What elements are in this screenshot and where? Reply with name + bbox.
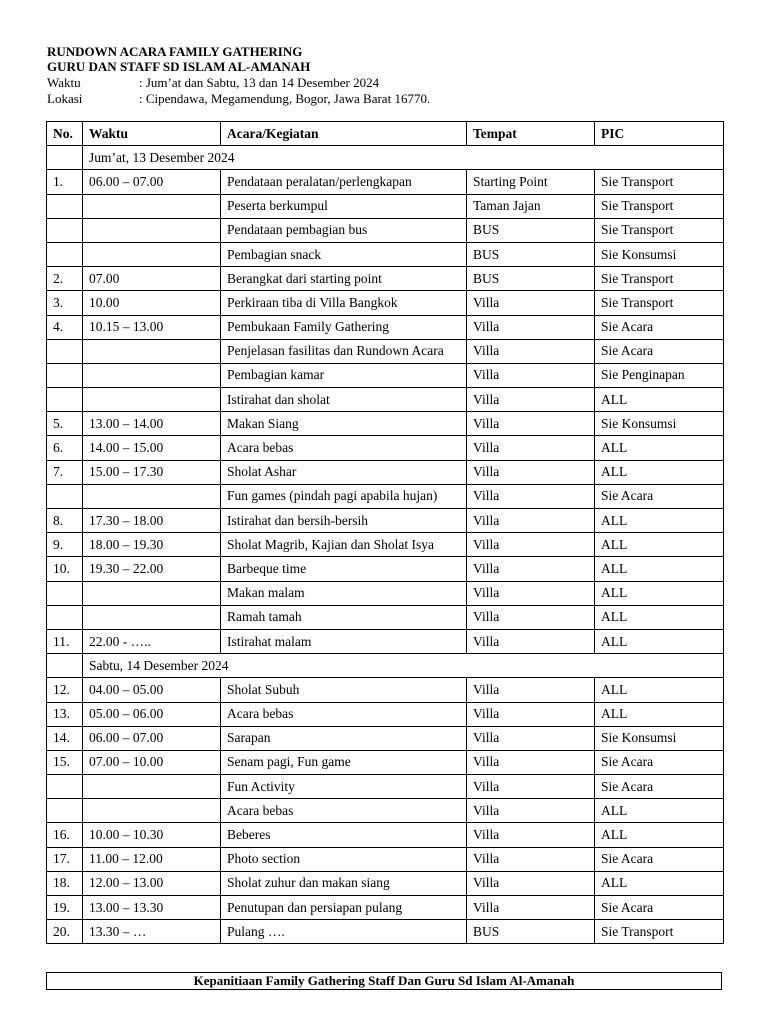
cell-pic: Sie Konsumsi <box>595 242 724 266</box>
cell-pic: ALL <box>595 388 724 412</box>
table-row <box>47 871 724 895</box>
cell-tempat: Villa <box>467 581 595 605</box>
cell-acara: Pembagian snack <box>221 242 467 266</box>
table-row <box>47 484 724 508</box>
cell-acara: Makan malam <box>221 581 467 605</box>
cell-waktu: 07.00 – 10.00 <box>83 750 221 774</box>
cell-pic: Sie Acara <box>595 750 724 774</box>
table-row <box>47 629 724 653</box>
table-row <box>47 242 724 266</box>
cell-no: 14. <box>47 726 83 750</box>
cell-pic: ALL <box>595 823 724 847</box>
header-pic: PIC <box>595 122 724 146</box>
cell-no: 8. <box>47 509 83 533</box>
cell-waktu <box>83 388 221 412</box>
day-spacer-cell <box>47 146 83 170</box>
cell-pic: Sie Acara <box>595 484 724 508</box>
cell-waktu: 14.00 – 15.00 <box>83 436 221 460</box>
footer-committee: Kepanitiaan Family Gathering Staff Dan Guru Sd Islam Al-Amanah <box>46 972 722 990</box>
table-row <box>47 363 724 387</box>
cell-waktu: 04.00 – 05.00 <box>83 678 221 702</box>
cell-acara: Penjelasan fasilitas dan Rundown Acara <box>221 339 467 363</box>
header-tempat: Tempat <box>467 122 595 146</box>
cell-no: 1. <box>47 170 83 194</box>
cell-tempat: Taman Jajan <box>467 194 595 218</box>
cell-acara: Photo section <box>221 847 467 871</box>
cell-no <box>47 242 83 266</box>
header-acara: Acara/Kegiatan <box>221 122 467 146</box>
cell-tempat: Villa <box>467 605 595 629</box>
day-spacer-cell <box>47 654 83 678</box>
cell-tempat: Villa <box>467 678 595 702</box>
meta-waktu-label: Waktu <box>47 75 81 90</box>
cell-pic: ALL <box>595 581 724 605</box>
cell-acara: Peserta berkumpul <box>221 194 467 218</box>
cell-no: 5. <box>47 412 83 436</box>
cell-waktu <box>83 194 221 218</box>
cell-tempat: Villa <box>467 388 595 412</box>
rundown-table <box>46 121 724 944</box>
cell-tempat: Villa <box>467 629 595 653</box>
cell-waktu: 10.00 <box>83 291 221 315</box>
meta-waktu <box>47 75 379 90</box>
cell-no <box>47 581 83 605</box>
cell-tempat: BUS <box>467 218 595 242</box>
cell-acara: Pendataan pembagian bus <box>221 218 467 242</box>
document-subtitle: GURU DAN STAFF SD ISLAM AL-AMANAH <box>47 59 311 74</box>
cell-acara: Berangkat dari starting point <box>221 267 467 291</box>
cell-waktu <box>83 363 221 387</box>
cell-no: 20. <box>47 920 83 944</box>
cell-pic: ALL <box>595 799 724 823</box>
cell-acara: Pendataan peralatan/perlengkapan <box>221 170 467 194</box>
cell-tempat: BUS <box>467 267 595 291</box>
table-header-row <box>47 122 724 146</box>
table-row <box>47 291 724 315</box>
cell-no: 2. <box>47 267 83 291</box>
meta-lokasi-value: : Cipendawa, Megamendung, Bogor, Jawa Barat 16770. <box>139 91 431 106</box>
cell-no <box>47 775 83 799</box>
cell-tempat: BUS <box>467 242 595 266</box>
cell-pic: Sie Transport <box>595 291 724 315</box>
cell-no <box>47 799 83 823</box>
cell-waktu: 13.30 – … <box>83 920 221 944</box>
cell-tempat: Starting Point <box>467 170 595 194</box>
cell-tempat: Villa <box>467 363 595 387</box>
cell-no <box>47 605 83 629</box>
cell-tempat: Villa <box>467 460 595 484</box>
cell-pic: Sie Konsumsi <box>595 726 724 750</box>
cell-waktu: 06.00 – 07.00 <box>83 726 221 750</box>
cell-pic: ALL <box>595 533 724 557</box>
cell-waktu: 06.00 – 07.00 <box>83 170 221 194</box>
table-row <box>47 509 724 533</box>
table-row <box>47 581 724 605</box>
cell-tempat: Villa <box>467 847 595 871</box>
cell-no: 9. <box>47 533 83 557</box>
cell-no: 10. <box>47 557 83 581</box>
cell-acara: Sholat Magrib, Kajian dan Sholat Isya <box>221 533 467 557</box>
document-title: RUNDOWN ACARA FAMILY GATHERING <box>47 44 303 59</box>
cell-acara: Istirahat malam <box>221 629 467 653</box>
cell-waktu: 19.30 – 22.00 <box>83 557 221 581</box>
cell-no: 4. <box>47 315 83 339</box>
cell-no: 3. <box>47 291 83 315</box>
cell-tempat: Villa <box>467 412 595 436</box>
cell-acara: Sholat zuhur dan makan siang <box>221 871 467 895</box>
cell-waktu <box>83 775 221 799</box>
cell-acara: Sholat Ashar <box>221 460 467 484</box>
cell-pic: Sie Acara <box>595 315 724 339</box>
cell-tempat: Villa <box>467 871 595 895</box>
table-row <box>47 896 724 920</box>
cell-waktu <box>83 339 221 363</box>
header-waktu: Waktu <box>83 122 221 146</box>
table-row <box>47 218 724 242</box>
cell-waktu: 10.15 – 13.00 <box>83 315 221 339</box>
cell-acara: Istirahat dan bersih-bersih <box>221 509 467 533</box>
cell-pic: ALL <box>595 678 724 702</box>
cell-no: 6. <box>47 436 83 460</box>
cell-pic: Sie Transport <box>595 920 724 944</box>
cell-acara: Sholat Subuh <box>221 678 467 702</box>
cell-no <box>47 363 83 387</box>
cell-tempat: Villa <box>467 702 595 726</box>
cell-waktu: 13.00 – 13.30 <box>83 896 221 920</box>
table-row <box>47 750 724 774</box>
table-row <box>47 388 724 412</box>
table-row <box>47 557 724 581</box>
cell-waktu: 05.00 – 06.00 <box>83 702 221 726</box>
cell-no <box>47 484 83 508</box>
cell-pic: Sie Transport <box>595 218 724 242</box>
cell-no <box>47 194 83 218</box>
cell-acara: Acara bebas <box>221 702 467 726</box>
cell-pic: Sie Acara <box>595 775 724 799</box>
cell-pic: ALL <box>595 557 724 581</box>
day-header-row <box>47 654 724 678</box>
cell-waktu <box>83 605 221 629</box>
table-row <box>47 726 724 750</box>
cell-acara: Acara bebas <box>221 799 467 823</box>
cell-acara: Fun games (pindah pagi apabila hujan) <box>221 484 467 508</box>
cell-tempat: Villa <box>467 509 595 533</box>
cell-tempat: Villa <box>467 436 595 460</box>
cell-pic: Sie Transport <box>595 267 724 291</box>
cell-acara: Perkiraan tiba di Villa Bangkok <box>221 291 467 315</box>
cell-pic: Sie Penginapan <box>595 363 724 387</box>
cell-tempat: Villa <box>467 726 595 750</box>
cell-acara: Istirahat dan sholat <box>221 388 467 412</box>
cell-tempat: Villa <box>467 775 595 799</box>
table-row <box>47 460 724 484</box>
cell-pic: Sie Transport <box>595 170 724 194</box>
meta-waktu-value: : Jum’at dan Sabtu, 13 dan 14 Desember 2024 <box>139 75 380 90</box>
cell-no: 11. <box>47 629 83 653</box>
cell-acara: Pembukaan Family Gathering <box>221 315 467 339</box>
cell-no: 15. <box>47 750 83 774</box>
day-label: Jum’at, 13 Desember 2024 <box>83 146 724 170</box>
table-row <box>47 847 724 871</box>
cell-waktu: 22.00 - ….. <box>83 629 221 653</box>
cell-tempat: Villa <box>467 799 595 823</box>
table-row <box>47 339 724 363</box>
cell-acara: Beberes <box>221 823 467 847</box>
cell-waktu: 12.00 – 13.00 <box>83 871 221 895</box>
cell-acara: Barbeque time <box>221 557 467 581</box>
cell-acara: Penutupan dan persiapan pulang <box>221 896 467 920</box>
cell-pic: Sie Acara <box>595 896 724 920</box>
cell-tempat: Villa <box>467 823 595 847</box>
cell-waktu <box>83 799 221 823</box>
cell-waktu <box>83 242 221 266</box>
cell-no: 19. <box>47 896 83 920</box>
cell-waktu: 10.00 – 10.30 <box>83 823 221 847</box>
cell-waktu: 15.00 – 17.30 <box>83 460 221 484</box>
cell-no: 16. <box>47 823 83 847</box>
cell-no: 17. <box>47 847 83 871</box>
cell-pic: ALL <box>595 871 724 895</box>
table-row <box>47 315 724 339</box>
cell-waktu: 11.00 – 12.00 <box>83 847 221 871</box>
table-row <box>47 605 724 629</box>
cell-pic: Sie Transport <box>595 194 724 218</box>
cell-no: 12. <box>47 678 83 702</box>
cell-tempat: Villa <box>467 896 595 920</box>
cell-no <box>47 339 83 363</box>
cell-no: 7. <box>47 460 83 484</box>
cell-acara: Senam pagi, Fun game <box>221 750 467 774</box>
cell-acara: Makan Siang <box>221 412 467 436</box>
cell-pic: ALL <box>595 702 724 726</box>
table-row <box>47 412 724 436</box>
table-row <box>47 920 724 944</box>
cell-pic: ALL <box>595 509 724 533</box>
cell-waktu <box>83 218 221 242</box>
table-row <box>47 170 724 194</box>
table-row <box>47 799 724 823</box>
cell-no <box>47 218 83 242</box>
cell-no: 13. <box>47 702 83 726</box>
table-row <box>47 823 724 847</box>
cell-tempat: Villa <box>467 291 595 315</box>
cell-waktu: 18.00 – 19.30 <box>83 533 221 557</box>
day-label: Sabtu, 14 Desember 2024 <box>83 654 724 678</box>
table-row <box>47 436 724 460</box>
cell-no: 18. <box>47 871 83 895</box>
cell-acara: Sarapan <box>221 726 467 750</box>
cell-tempat: Villa <box>467 557 595 581</box>
cell-no <box>47 388 83 412</box>
table-row <box>47 533 724 557</box>
cell-pic: ALL <box>595 605 724 629</box>
cell-waktu <box>83 581 221 605</box>
table-row <box>47 267 724 291</box>
table-row <box>47 194 724 218</box>
cell-tempat: BUS <box>467 920 595 944</box>
cell-acara: Acara bebas <box>221 436 467 460</box>
cell-tempat: Villa <box>467 533 595 557</box>
cell-pic: Sie Acara <box>595 339 724 363</box>
cell-tempat: Villa <box>467 484 595 508</box>
table-row <box>47 775 724 799</box>
table-row <box>47 702 724 726</box>
cell-tempat: Villa <box>467 339 595 363</box>
cell-tempat: Villa <box>467 315 595 339</box>
cell-waktu: 07.00 <box>83 267 221 291</box>
cell-waktu <box>83 484 221 508</box>
header-no: No. <box>47 122 83 146</box>
table-row <box>47 678 724 702</box>
cell-acara: Pulang …. <box>221 920 467 944</box>
cell-acara: Ramah tamah <box>221 605 467 629</box>
meta-lokasi-label: Lokasi <box>47 91 83 106</box>
cell-acara: Pembagian kamar <box>221 363 467 387</box>
cell-tempat: Villa <box>467 750 595 774</box>
cell-pic: Sie Acara <box>595 847 724 871</box>
cell-waktu: 17.30 – 18.00 <box>83 509 221 533</box>
meta-lokasi <box>47 91 430 106</box>
cell-pic: Sie Konsumsi <box>595 412 724 436</box>
table-body <box>47 146 724 944</box>
cell-pic: ALL <box>595 460 724 484</box>
cell-pic: ALL <box>595 436 724 460</box>
cell-acara: Fun Activity <box>221 775 467 799</box>
cell-waktu: 13.00 – 14.00 <box>83 412 221 436</box>
cell-pic: ALL <box>595 629 724 653</box>
day-header-row <box>47 146 724 170</box>
